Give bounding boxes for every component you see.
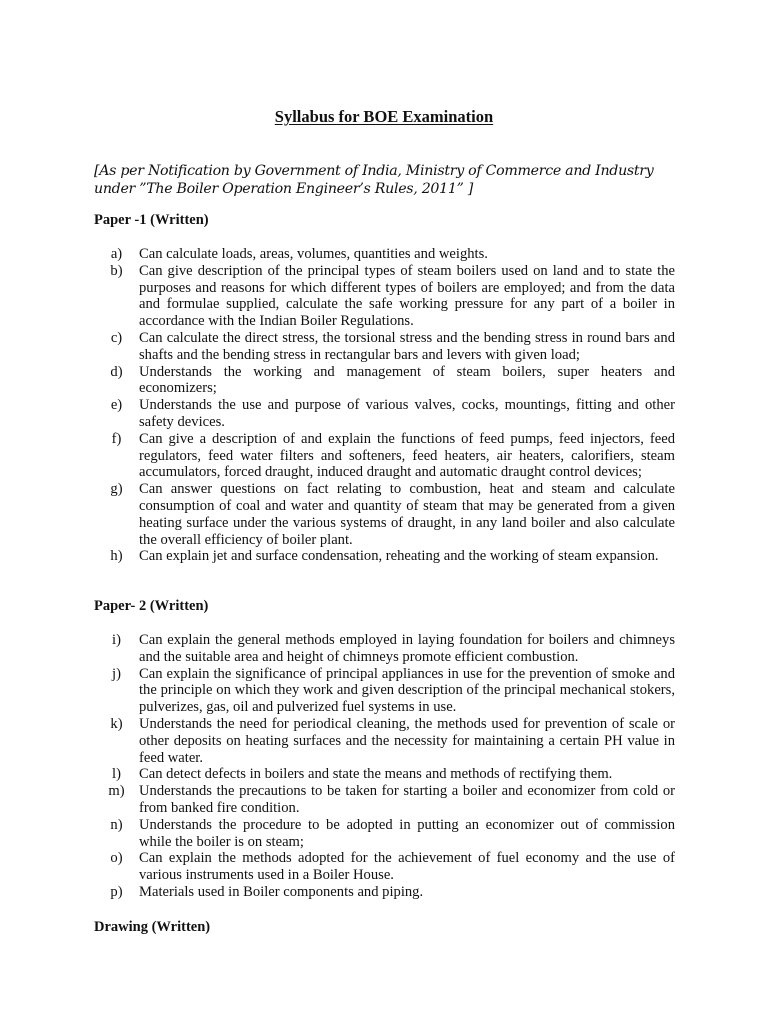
list-item	[94, 817, 675, 851]
list-item	[94, 766, 675, 783]
list-item	[94, 632, 675, 666]
list-item-text: Understands the procedure to be adopted in putting an economizer out of commission while the boiler is on steam;	[139, 816, 675, 850]
list-item-text: Can explain the significance of principal appliances in use for the prevention of smoke and the principle on which they work and given description of the principal mechanical stokers, pulverizes, gas, oil and pulverized fuel systems in use.	[139, 665, 675, 716]
list-item-text: Can calculate the direct stress, the torsional stress and the bending stress in round bars and shafts and the bending stress in rectangular bars and levers with given load;	[139, 329, 675, 363]
list-item	[94, 716, 675, 766]
list-item	[94, 364, 675, 398]
list-item-text: Understands the precautions to be taken for starting a boiler and economizer from cold or from banked fire condition.	[139, 783, 675, 816]
list-marker: b)	[110, 262, 123, 279]
list-item-text: Can detect defects in boilers and state the means and methods of rectifying them.	[139, 766, 613, 783]
list-marker: l)	[112, 766, 121, 783]
list-item-text: Can answer questions on fact relating to combustion, heat and steam and calculate consumption of coal and water and quantity of steam that may be generated from a given heating surface under the various systems of draught, in any land boiler and also calculate the overall efficiency of boiler plant.	[139, 481, 675, 548]
paper-1-heading: Paper -1 (Written)	[94, 212, 209, 228]
drawing-heading: Drawing (Written)	[94, 919, 211, 935]
list-marker: o)	[110, 850, 123, 867]
list-item	[94, 666, 675, 716]
list-marker: i)	[112, 632, 121, 648]
list-item-text: Understands the need for periodical cleaning, the methods used for prevention of scale or other deposits on heating surfaces and the necessity for maintaining a certain PH value in feed water.	[139, 715, 675, 766]
list-marker: a)	[110, 246, 123, 262]
paper-1-list	[94, 246, 675, 565]
list-item-text: Understands the working and management of steam boilers, super heaters and economizers;	[139, 363, 675, 397]
list-item	[94, 431, 675, 481]
list-marker: d)	[110, 363, 123, 380]
list-item	[94, 548, 675, 565]
list-item	[94, 783, 675, 817]
list-marker: n)	[110, 816, 123, 833]
list-item	[94, 884, 675, 901]
list-item	[94, 330, 675, 364]
list-marker: k)	[110, 715, 123, 732]
list-item	[94, 481, 675, 548]
paper-2-list	[94, 632, 675, 901]
list-item-text: Can explain the methods adopted for the achievement of fuel economy and the use of various instruments used in a Boiler House.	[139, 850, 675, 884]
list-item-text: Can explain the general methods employed in laying foundation for boilers and chimneys and the suitable area and height of chimneys promote efficient combustion.	[139, 632, 675, 665]
list-item-text: Materials used in Boiler components and piping.	[139, 883, 424, 900]
list-marker: p)	[110, 883, 123, 900]
list-item	[94, 397, 675, 431]
list-item	[94, 263, 675, 330]
list-item-text: Can explain jet and surface condensation, reheating and the working of steam expansion.	[139, 548, 659, 565]
list-item-text: Can give description of the principal types of steam boilers used on land and to state the purposes and reasons for which different types of boilers are employed; and from the data and formulae supplied, calculate the safe working pressure for any part of a boiler in accordance with the Indian Boiler Regulations.	[139, 262, 675, 330]
list-marker: e)	[110, 397, 123, 414]
list-item-text: Can calculate loads, areas, volumes, quantities and weights.	[139, 246, 488, 262]
list-item	[94, 246, 675, 263]
list-marker: h)	[110, 548, 123, 565]
list-item	[94, 850, 675, 884]
list-item-text: Understands the use and purpose of various valves, cocks, mountings, fitting and other safety devices.	[139, 397, 675, 430]
list-marker: g)	[110, 481, 123, 498]
list-marker: f)	[111, 430, 122, 447]
list-marker: m)	[108, 783, 125, 800]
document-title: Syllabus for BOE Examination	[274, 107, 494, 126]
list-marker: c)	[110, 329, 123, 346]
paper-2-heading: Paper- 2 (Written)	[94, 598, 209, 614]
notification-note: [As per Notification by Government of India, Ministry of Commerce and Industry under ”The Boiler Operation Engineer’s Rules, 2011” ]	[94, 163, 654, 197]
list-marker: j)	[112, 665, 121, 682]
list-item-text: Can give a description of and explain the functions of feed pumps, feed injectors, feed regulators, feed water filters and softeners, feed heaters, air heaters, calorifiers, steam accumulators, forced draught, induced draught and automatic draught control devices;	[139, 430, 675, 481]
